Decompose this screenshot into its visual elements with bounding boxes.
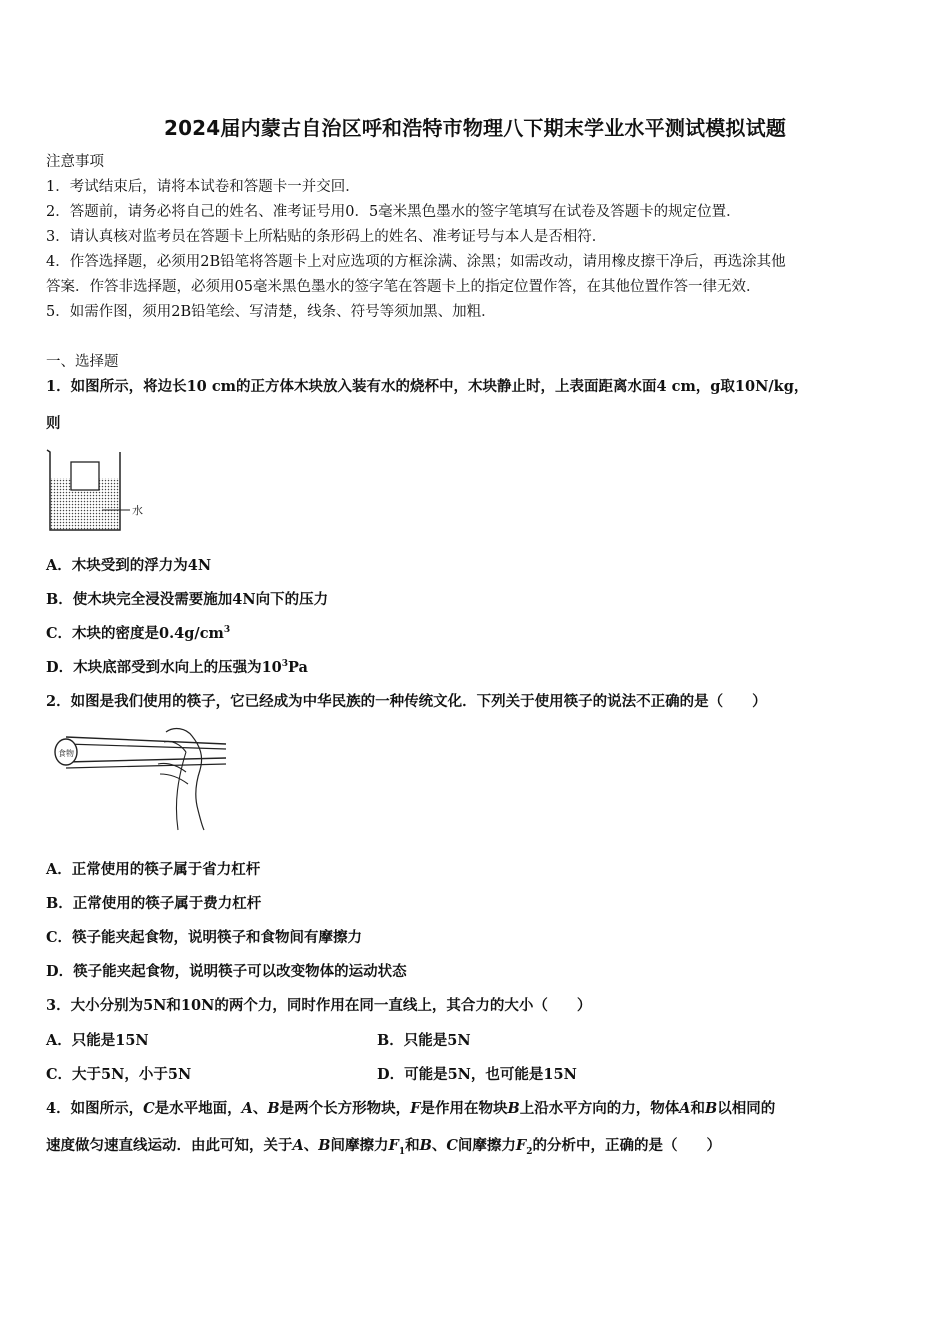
- q4-var-b: B: [318, 1137, 331, 1154]
- q4-text: 以相同的: [717, 1100, 776, 1117]
- q2-option-a: A．正常使用的筷子属于省力杠杆: [46, 861, 261, 878]
- notice-item: 4．作答选择题，必须用2B铅笔将答题卡上对应选项的方框涂满、涂黑；如需改动，请用橡皮擦干净后，再选涂其他: [46, 254, 786, 270]
- q4-text: 、: [252, 1100, 268, 1117]
- q4-text: 和: [690, 1100, 705, 1117]
- q4-var-b: B: [267, 1100, 280, 1117]
- page-title: 2024届内蒙古自治区呼和浩特市物理八下期末学业水平测试模拟试题: [163, 116, 787, 140]
- notice-item: 1．考试结束后，请将本试卷和答题卡一并交回．: [46, 179, 360, 195]
- chopsticks-figure: [46, 722, 236, 832]
- q4-var-c: C: [446, 1137, 458, 1154]
- q1-option-d-sup: 3: [281, 659, 289, 670]
- q1-option-b: B．使木块完全浸没需要施加4N向下的压力: [46, 591, 329, 608]
- notice-item: 5．如需作图，须用2B铅笔绘、写清楚，线条、符号等须加黑、加粗．: [46, 304, 496, 320]
- q4-text: 的分析中，正确的是（ ）: [532, 1137, 721, 1154]
- q4-text: 、: [431, 1137, 447, 1154]
- chopstick-bottom-edge: [66, 764, 226, 768]
- q4-text: 上沿水平方向的力，物体: [519, 1100, 680, 1117]
- notice-item: 3．请认真核对监考员在答题卡上所粘贴的条形码上的姓名、准考证号与本人是否相符．: [46, 229, 607, 245]
- q4-text: 4．如图所示，: [46, 1100, 144, 1117]
- q4-var-b: B: [705, 1100, 718, 1117]
- notice-heading: 注意事项: [46, 154, 104, 170]
- q4-var-a: A: [241, 1100, 253, 1117]
- food-label: 食物: [58, 749, 74, 758]
- q4-subscript: 2: [526, 1146, 533, 1157]
- q2-option-b: B．正常使用的筷子属于费力杠杆: [46, 895, 262, 912]
- q4-var-f: F: [410, 1100, 421, 1117]
- q4-var-a: A: [292, 1137, 304, 1154]
- q3-option-d: D．可能是5N，也可能是15N: [377, 1066, 577, 1083]
- q4-stem-line2: [46, 1136, 721, 1156]
- q3-option-b: B．只能是5N: [377, 1032, 471, 1049]
- q1-option-c-sup: 3: [223, 625, 231, 636]
- beaker-figure: [44, 446, 154, 536]
- q4-var-f: F: [515, 1137, 527, 1154]
- notice-item: 答案．作答非选择题，必须用05毫米黑色墨水的签字笔在答题卡上的指定位置作答，在其他位置作答一律无效．: [46, 279, 761, 295]
- q4-subscript: 1: [398, 1146, 406, 1157]
- q4-text: 、: [303, 1137, 319, 1154]
- hand-outline: [166, 729, 204, 830]
- q4-var-c: C: [143, 1100, 155, 1117]
- q1-stem: 1．如图所示，将边长10 cm的正方体木块放入装有水的烧杯中，木块静止时，上表面距离水面4 cm，g取10N/kg，: [46, 378, 809, 395]
- q4-var-b: B: [507, 1100, 520, 1117]
- wrist-outline: [176, 752, 186, 830]
- q2-stem: 2．如图是我们使用的筷子，它已经成为中华民族的一种传统文化．下列关于使用筷子的说法不正确的是（ ）: [46, 693, 767, 710]
- q1-option-d-text: D．木块底部受到水向上的压强为10: [46, 659, 282, 676]
- q1-option-c-text: C．木块的密度是0.4g/cm: [46, 625, 224, 642]
- q1-option-d: [46, 658, 308, 678]
- q3-stem: 3．大小分别为5N和10N的两个力，同时作用在同一直线上，其合力的大小（ ）: [46, 997, 592, 1014]
- wood-block: [71, 462, 99, 490]
- notice-item: 2．答题前，请务必将自己的姓名、准考证号用0．5毫米黑色墨水的签字笔填写在试卷及答题卡的规定位置．: [46, 204, 741, 220]
- chopstick-top-edge: [66, 744, 226, 749]
- q4-var-b: B: [419, 1137, 432, 1154]
- q4-var-a: A: [679, 1100, 691, 1117]
- q4-text: 间摩擦力: [457, 1137, 516, 1154]
- q1-option-c: [46, 624, 230, 644]
- q3-option-a: A．只能是15N: [46, 1032, 149, 1049]
- q4-text: 是两个长方形物块，: [279, 1100, 411, 1117]
- q4-text: 是作用在物块: [420, 1100, 508, 1117]
- q4-text: 和: [405, 1137, 420, 1154]
- q4-text: 速度做匀速直线运动．由此可知，关于: [46, 1137, 293, 1154]
- q2-option-d: D．筷子能夹起食物，说明筷子可以改变物体的运动状态: [46, 963, 407, 980]
- q3-option-c: C．大于5N，小于5N: [46, 1066, 192, 1083]
- q4-text: 是水平地面，: [154, 1100, 242, 1117]
- q4-text: 间摩擦力: [330, 1137, 389, 1154]
- q1-stem-cont: 则: [46, 415, 61, 432]
- q1-option-a: A．木块受到的浮力为4N: [46, 557, 212, 574]
- chopstick-top: [66, 737, 226, 744]
- q1-option-d-unit: Pa: [288, 659, 308, 676]
- water-label: 水: [132, 504, 143, 517]
- q2-option-c: C．筷子能夹起食物，说明筷子和食物间有摩擦力: [46, 929, 363, 946]
- q4-var-f: F: [388, 1137, 399, 1154]
- q4-stem-line1: [46, 1099, 775, 1119]
- section-heading: 一、选择题: [46, 354, 119, 370]
